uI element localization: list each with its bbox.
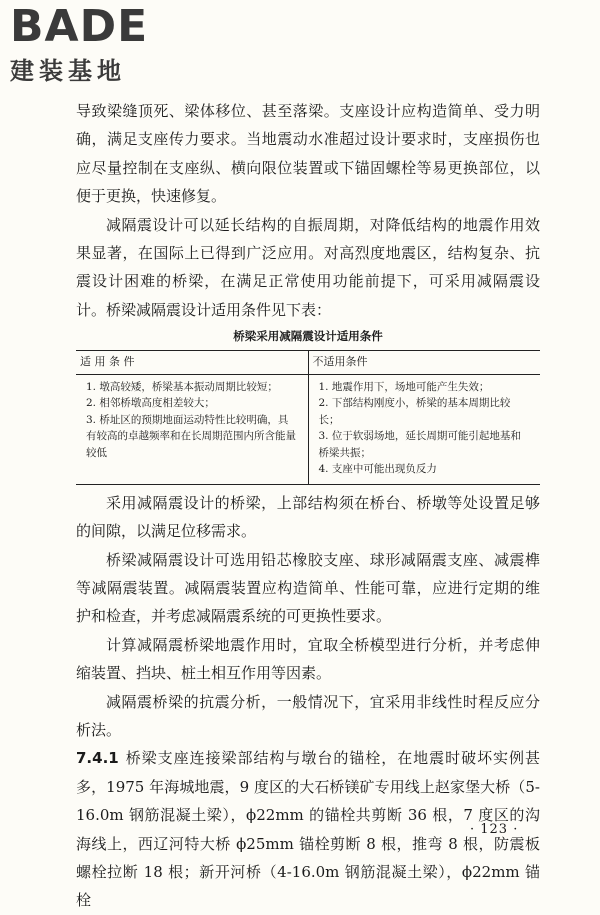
applicable-item: 3. 桥址区的预期地面运动特性比较明确，具有较高的卓越频率和在长周期范围内所含能量较低 xyxy=(86,413,296,459)
applicable-item: 1. 墩高较矮，桥梁基本振动周期比较短； xyxy=(86,380,278,393)
logo xyxy=(10,1,190,86)
not-applicable-cell xyxy=(308,374,540,484)
header-not-applicable: 不适用条件 xyxy=(308,351,540,375)
applicable-item: 2. 相邻桥墩高度相差较大； xyxy=(86,397,215,410)
not-applicable-item: 4. 支座中可能出现负反力 xyxy=(318,463,437,476)
table-row xyxy=(76,374,540,484)
applicable-cell xyxy=(76,374,308,484)
table-header-row xyxy=(76,351,540,375)
clause-number: 7.4.1 xyxy=(76,749,119,768)
logo-subtitle: 建装基地 xyxy=(10,57,126,85)
paragraph-3: 采用减隔震设计的桥梁，上部结构须在桥台、桥墩等处设置足够的间隙，以满足位移需求。 xyxy=(76,493,540,541)
table-caption: 桥梁采用减隔震设计适用条件 xyxy=(233,329,383,344)
paragraph-2: 减隔震设计可以延长结构的自振周期，对降低结构的地震作用效果显著，在国际上已得到广泛应用。对高烈度地震区，结构复杂、抗震设计困难的桥梁，在满足正常使用功能前提下，可采用减隔震设计。桥梁减隔震设计适用条件见下表： xyxy=(76,215,540,319)
not-applicable-item: 3. 位于软弱场地，延长周期可能引起地基和桥梁共振； xyxy=(318,430,521,459)
not-applicable-item: 2. 下部结构刚度小，桥梁的基本周期比较长； xyxy=(318,397,511,426)
logo-wordmark: BADE xyxy=(10,1,149,52)
paragraph-1: 导致梁缝顶死、梁体移位、甚至落梁。支座设计应构造简单、受力明确，满足支座传力要求。当地震动水准超过设计要求时，支座损伤也应尽量控制在支座纵、横向限位装置或下锚固螺栓等易更换部位，以便于更换，快速修复。 xyxy=(76,102,540,206)
clause-text: 桥梁支座连接梁部结构与墩台的锚栓，在地震时破坏实例甚多，1975 年海城地震，9 度区的大石桥镁矿专用线上赵家堡大桥（5-16.0m 钢筋混凝土梁），ϕ22mm 的锚栓共剪断 36 根，7 度区的沟海线上，西辽河特大桥 ϕ25mm 锚栓剪断 8 根，推弯 8 根，防震板螺栓拉断 18 根；新开河桥（4-16.0m 钢筋混凝土梁），ϕ22mm 锚栓 xyxy=(76,749,540,910)
paragraph-4: 桥梁减隔震设计可选用铅芯橡胶支座、球形减隔震支座、减震榫等减隔震装置。减隔震装置应构造简单、性能可靠，应进行定期的维护和检查，并考虑减隔震系统的可更换性要求。 xyxy=(76,550,540,626)
conditions-table xyxy=(76,350,540,485)
paragraph-5: 计算减隔震桥梁地震作用时，宜取全桥模型进行分析，并考虑伸缩装置、挡块、桩土相互作用等因素。 xyxy=(76,635,540,683)
not-applicable-item: 1. 地震作用下，场地可能产生失效； xyxy=(318,380,490,393)
paragraph-6: 减隔震桥梁的抗震分析，一般情况下，宜采用非线性时程反应分析法。 xyxy=(76,692,540,739)
header-applicable: 适 用 条 件 xyxy=(76,351,308,375)
page-body xyxy=(76,97,540,915)
page-number: · 123 · xyxy=(470,822,519,837)
